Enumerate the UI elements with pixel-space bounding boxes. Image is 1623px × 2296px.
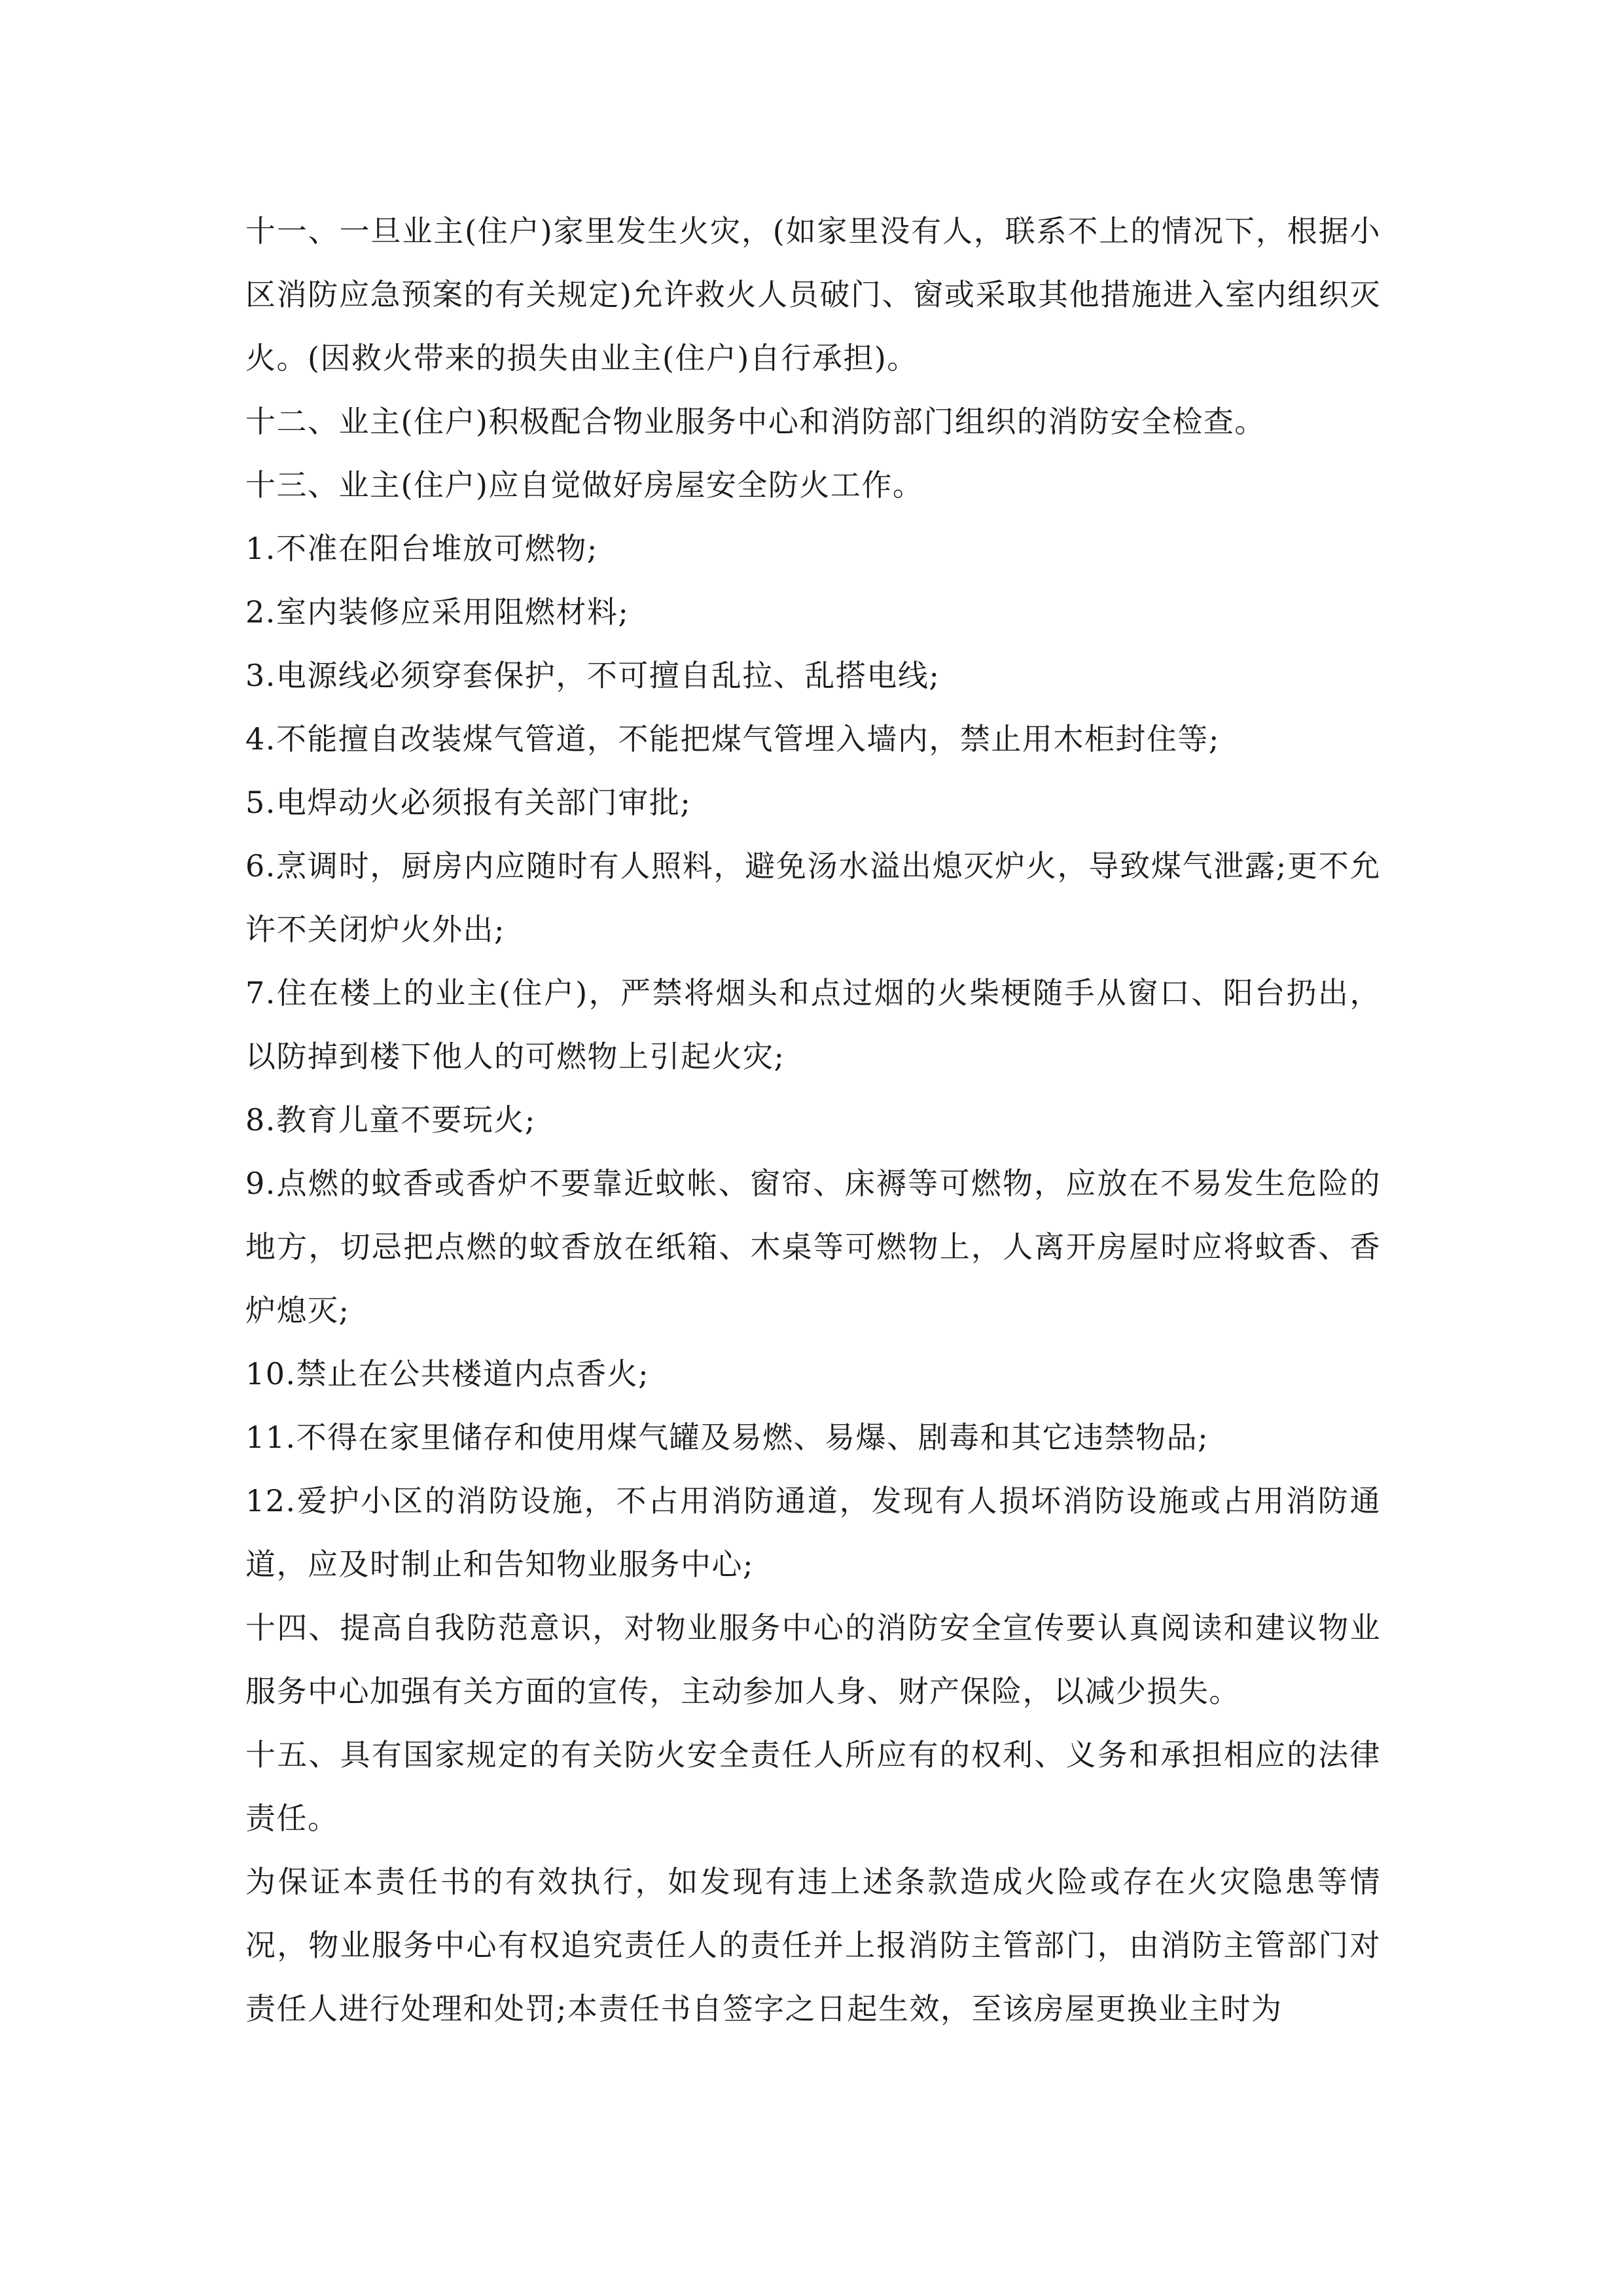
clause-13-item-1: 1.不准在阳台堆放可燃物;	[245, 531, 598, 566]
clause-13-item-4: 4.不能擅自改装煤气管道，不能把煤气管埋入墙内，禁止用木柜封住等;	[245, 721, 1220, 757]
clause-11: 十一、一旦业主(住户)家里发生火灾，(如家里没有人，联系不上的情况下，根据小区消防应急预案的有关规定)允许救火人员破门、窗或采取其他措施进入室内组织灭火。(因救火带来的损失由业主(住户)自行承担)。	[245, 213, 1381, 376]
clause-13-item-8: 8.教育儿童不要玩火;	[245, 1102, 536, 1138]
clause-13-item-2: 2.室内装修应采用阻燃材料;	[245, 594, 630, 630]
clause-12: 十二、业主(住户)积极配合物业服务中心和消防部门组织的消防安全检查。	[245, 404, 1266, 439]
clause-13-item-10: 10.禁止在公共楼道内点香火;	[245, 1356, 650, 1391]
clause-13-item-9: 9.点燃的蚊香或香炉不要靠近蚊帐、窗帘、床褥等可燃物，应放在不易发生危险的地方，切忌把点燃的蚊香放在纸箱、木桌等可燃物上，人离开房屋时应将蚊香、香炉熄灭;	[245, 1166, 1381, 1328]
clause-14: 十四、提高自我防范意识，对物业服务中心的消防安全宣传要认真阅读和建议物业服务中心加强有关方面的宣传，主动参加人身、财产保险，以减少损失。	[245, 1610, 1381, 1709]
clause-13-item-12: 12.爱护小区的消防设施，不占用消防通道，发现有人损坏消防设施或占用消防通道，应及时制止和告知物业服务中心;	[245, 1483, 1381, 1582]
clause-13-item-3: 3.电源线必须穿套保护，不可擅自乱拉、乱搭电线;	[245, 658, 940, 693]
closing-paragraph: 为保证本责任书的有效执行，如发现有违上述条款造成火险或存在火灾隐患等情况，物业服务中心有权追究责任人的责任并上报消防主管部门，由消防主管部门对责任人进行处理和处罚;本责任书自签字之日起生效，至该房屋更换业主时为	[245, 1864, 1381, 2026]
clause-13: 十三、业主(住户)应自觉做好房屋安全防火工作。	[245, 467, 924, 503]
document-body	[245, 200, 1381, 2041]
clause-13-item-7: 7.住在楼上的业主(住户)，严禁将烟头和点过烟的火柴梗随手从窗口、阳台扔出，以防掉到楼下他人的可燃物上引起火灾;	[245, 975, 1381, 1074]
clause-13-item-6: 6.烹调时，厨房内应随时有人照料，避免汤水溢出熄灭炉火，导致煤气泄露;更不允许不关闭炉火外出;	[245, 848, 1381, 947]
clause-13-item-5: 5.电焊动火必须报有关部门审批;	[245, 785, 692, 820]
clause-13-item-11: 11.不得在家里储存和使用煤气罐及易燃、易爆、剧毒和其它违禁物品;	[245, 1420, 1209, 1455]
clause-15: 十五、具有国家规定的有关防火安全责任人所应有的权利、义务和承担相应的法律责任。	[245, 1737, 1381, 1836]
